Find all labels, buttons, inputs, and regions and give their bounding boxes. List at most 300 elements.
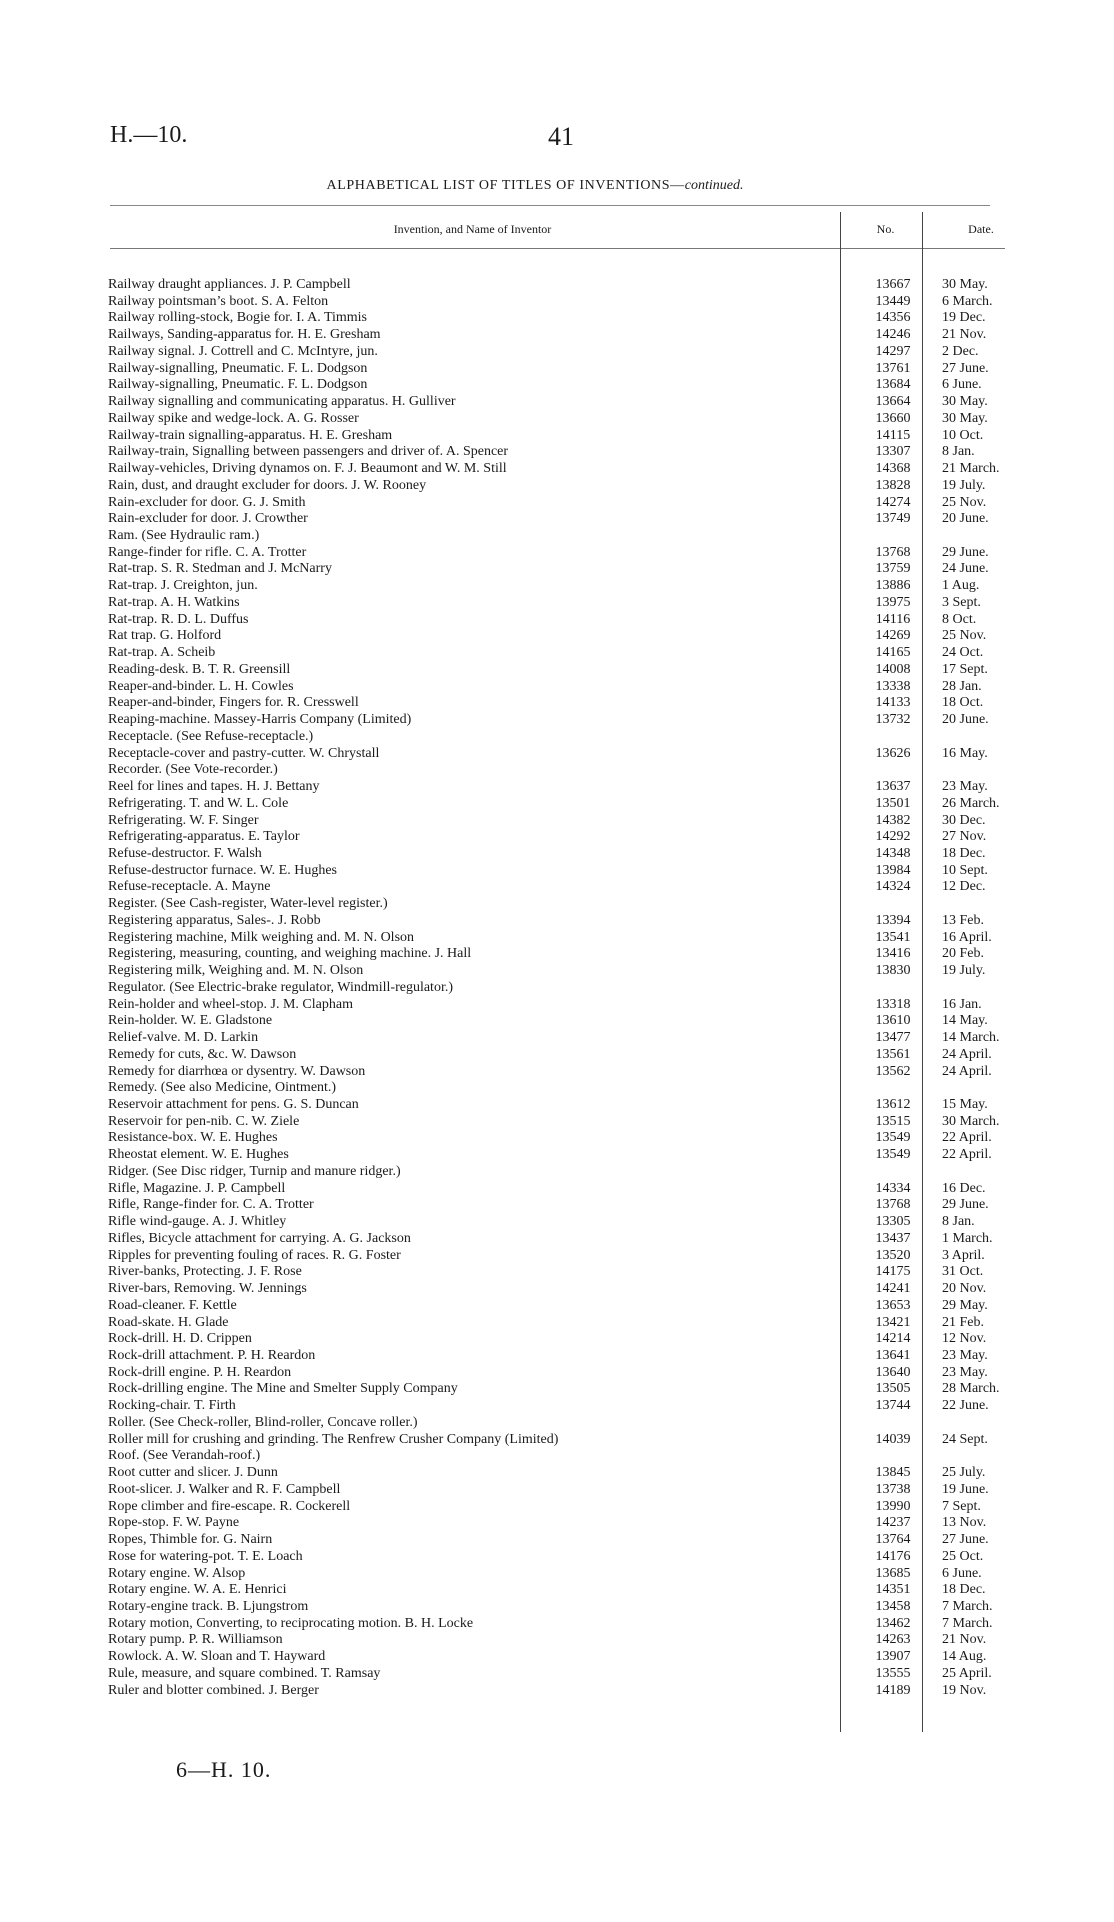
invention-number: 13462 — [875, 1615, 911, 1631]
invention-number: 13612 — [875, 1096, 911, 1112]
invention-number: 14008 — [875, 661, 911, 677]
invention-title: Registering, measuring, counting, and weighing machine. J. Hall — [108, 946, 472, 962]
invention-date: 16 Jan. — [942, 996, 982, 1012]
list-item — [108, 1632, 1008, 1649]
invention-number: 14292 — [875, 829, 911, 845]
invention-number: 13562 — [875, 1063, 911, 1079]
invention-number: 13421 — [875, 1314, 911, 1330]
invention-title: Registering machine, Milk weighing and. M. N. Olson — [108, 929, 415, 945]
list-item — [108, 377, 1008, 394]
list-item — [108, 511, 1008, 528]
invention-title: Railway-signalling, Pneumatic. F. L. Dodgson — [108, 377, 368, 393]
invention-title: Rotary pump. P. R. Williamson — [108, 1632, 283, 1648]
invention-number: 14241 — [875, 1281, 911, 1297]
invention-date: 6 June. — [942, 1565, 982, 1581]
list-item — [108, 294, 1008, 311]
list-item — [108, 1097, 1008, 1114]
invention-title: Rotary motion, Converting, to reciprocating motion. B. H. Locke — [108, 1615, 474, 1631]
invention-title: Rotary-engine track. B. Ljungstrom — [108, 1599, 309, 1615]
list-item — [108, 679, 1008, 696]
list-item — [108, 896, 1008, 913]
invention-date: 31 Oct. — [942, 1264, 984, 1280]
invention-title: Rose for watering-pot. T. E. Loach — [108, 1548, 303, 1564]
list-item — [108, 1264, 1008, 1281]
invention-date: 7 March. — [942, 1599, 993, 1615]
invention-title: Ruler and blotter combined. J. Berger — [108, 1682, 319, 1698]
invention-date: 3 Sept. — [942, 594, 981, 610]
list-item — [108, 1582, 1008, 1599]
invention-date: 30 Dec. — [942, 812, 986, 828]
invention-date: 16 May. — [942, 745, 988, 761]
invention-number: 13626 — [875, 745, 911, 761]
invention-title: Refuse-destructor furnace. W. E. Hughes — [108, 862, 337, 878]
invention-date: 28 March. — [942, 1381, 1000, 1397]
list-item — [108, 1331, 1008, 1348]
list-item — [108, 628, 1008, 645]
list-item — [108, 1164, 1008, 1181]
invention-number: 14165 — [875, 645, 911, 661]
invention-date: 30 May. — [942, 394, 988, 410]
invention-title: Root-slicer. J. Walker and R. F. Campbell — [108, 1481, 341, 1497]
list-item — [108, 1348, 1008, 1365]
list-item — [108, 930, 1008, 947]
invention-number: 13307 — [875, 444, 911, 460]
invention-date: 24 April. — [942, 1063, 992, 1079]
column-header-invention: Invention, and Name of Inventor — [393, 222, 552, 236]
list-item — [108, 1365, 1008, 1382]
invention-number: 13975 — [875, 594, 911, 610]
list-item — [108, 946, 1008, 963]
list-item — [108, 561, 1008, 578]
invention-title: Root cutter and slicer. J. Dunn — [108, 1465, 278, 1481]
invention-number: 13641 — [875, 1348, 911, 1363]
invention-title: Rowlock. A. W. Sloan and T. Hayward — [108, 1649, 326, 1665]
invention-number: 13886 — [875, 578, 911, 594]
invention-date: 20 June. — [942, 712, 989, 728]
list-item — [108, 277, 1008, 294]
invention-date: 27 June. — [942, 360, 989, 376]
invention-number: 14334 — [875, 1180, 911, 1196]
page-title — [110, 178, 960, 194]
list-item — [108, 1181, 1008, 1198]
list-item — [108, 712, 1008, 729]
invention-title: Rat-trap. A. H. Watkins — [108, 594, 240, 610]
invention-number: 13738 — [875, 1481, 911, 1497]
list-item — [108, 729, 1008, 746]
invention-title: Railway signal. J. Cottrell and C. McIntyre, jun. — [108, 343, 378, 359]
list-item — [108, 361, 1008, 378]
invention-date: 25 April. — [942, 1665, 992, 1681]
invention-date: 14 Aug. — [942, 1649, 987, 1665]
invention-number: 14246 — [875, 327, 911, 343]
invention-number: 13984 — [875, 862, 911, 878]
invention-date: 7 March. — [942, 1615, 993, 1631]
list-item — [108, 1147, 1008, 1164]
invention-number: 13416 — [875, 946, 911, 962]
list-item — [108, 1064, 1008, 1081]
list-item — [108, 1214, 1008, 1231]
list-item — [108, 1566, 1008, 1583]
invention-date: 13 Feb. — [942, 912, 984, 928]
list-item — [108, 595, 1008, 612]
invention-number: 13660 — [875, 410, 911, 426]
list-item — [108, 545, 1008, 562]
invention-number: 14115 — [875, 427, 911, 443]
invention-date: 2 Dec. — [942, 343, 979, 359]
invention-number: 14176 — [875, 1548, 911, 1564]
invention-date: 25 Nov. — [942, 494, 987, 510]
list-item — [108, 863, 1008, 880]
invention-date: 20 Nov. — [942, 1281, 987, 1297]
list-item — [108, 1315, 1008, 1332]
list-item — [108, 1616, 1008, 1633]
invention-number: 14356 — [875, 310, 911, 326]
list-item — [108, 1532, 1008, 1549]
invention-date: 19 June. — [942, 1481, 989, 1497]
list-item — [108, 1080, 1008, 1097]
invention-date: 24 June. — [942, 561, 989, 577]
invention-date: 24 April. — [942, 1046, 992, 1062]
invention-number: 13338 — [875, 678, 911, 694]
invention-number: 13561 — [875, 1046, 911, 1062]
invention-number: 13541 — [875, 929, 911, 945]
list-item — [108, 310, 1008, 327]
invention-title: Refuse-receptacle. A. Mayne — [108, 879, 271, 895]
invention-title: Rocking-chair. T. Firth — [108, 1398, 236, 1414]
list-item — [108, 1298, 1008, 1315]
invention-title: Rein-holder and wheel-stop. J. M. Clapham — [108, 996, 353, 1012]
invention-number: 13749 — [875, 511, 911, 527]
invention-title: Rotary engine. W. Alsop — [108, 1565, 246, 1581]
invention-date: 30 May. — [942, 277, 988, 292]
invention-title: Refuse-destructor. F. Walsh — [108, 845, 262, 861]
invention-number: 13437 — [875, 1230, 911, 1246]
invention-number: 13610 — [875, 1013, 911, 1029]
list-item — [108, 1683, 1008, 1700]
list-item — [108, 695, 1008, 712]
list-item — [108, 1415, 1008, 1432]
list-item — [108, 1499, 1008, 1516]
invention-date: 27 Nov. — [942, 829, 987, 845]
invention-number: 13520 — [875, 1247, 911, 1263]
invention-number: 13653 — [875, 1297, 911, 1313]
invention-title: Reservoir attachment for pens. G. S. Duncan — [108, 1096, 359, 1112]
invention-number: 13549 — [875, 1130, 911, 1146]
list-item — [108, 1231, 1008, 1248]
invention-number: 14297 — [875, 343, 911, 359]
list-item — [108, 997, 1008, 1014]
invention-date: 24 Oct. — [942, 645, 984, 661]
invention-title: Road-cleaner. F. Kettle — [108, 1297, 237, 1313]
invention-date: 10 Sept. — [942, 862, 988, 878]
invention-title: Reaper-and-binder. L. H. Cowles — [108, 678, 294, 694]
invention-title: Rifle, Magazine. J. P. Campbell — [108, 1180, 286, 1196]
invention-title: Roller mill for crushing and grinding. The Renfrew Crusher Company (Limited) — [108, 1431, 559, 1447]
invention-date: 26 March. — [942, 795, 1000, 811]
list-item — [108, 428, 1008, 445]
invention-date: 29 June. — [942, 544, 989, 560]
invention-date: 12 Dec. — [942, 879, 986, 895]
invention-date: 8 Jan. — [942, 444, 975, 460]
invention-title: Rock-drill engine. P. H. Reardon — [108, 1364, 292, 1380]
invention-title: Rain, dust, and draught excluder for doors. J. W. Rooney — [108, 477, 427, 493]
invention-title: Rope-stop. F. W. Payne — [108, 1515, 240, 1531]
invention-number: 14189 — [875, 1682, 911, 1698]
invention-date: 21 Nov. — [942, 327, 987, 343]
invention-date: 16 Dec. — [942, 1180, 986, 1196]
invention-title: Rifle, Range-finder for. C. A. Trotter — [108, 1197, 314, 1213]
invention-title: Recorder. (See Vote-recorder.) — [108, 762, 278, 778]
invention-title: Rifle wind-gauge. A. J. Whitley — [108, 1214, 287, 1230]
invention-date: 25 Oct. — [942, 1548, 984, 1564]
list-item — [108, 1281, 1008, 1298]
invention-title: Remedy for cuts, &c. W. Dawson — [108, 1046, 297, 1062]
list-item — [108, 327, 1008, 344]
invention-date: 21 March. — [942, 461, 1000, 477]
list-item — [108, 746, 1008, 763]
page-title-continued: continued. — [684, 178, 744, 193]
invention-title: Relief-valve. M. D. Larkin — [108, 1030, 259, 1046]
list-item — [108, 1130, 1008, 1147]
invention-number: 13449 — [875, 293, 911, 309]
list-item — [108, 1432, 1008, 1449]
list-item — [108, 344, 1008, 361]
list-item — [108, 846, 1008, 863]
list-item — [108, 1114, 1008, 1131]
invention-date: 25 July. — [942, 1465, 986, 1481]
list-item — [108, 913, 1008, 930]
invention-date: 17 Sept. — [942, 661, 988, 677]
invention-title: Receptacle. (See Refuse-receptacle.) — [108, 728, 314, 744]
invention-title: Resistance-box. W. E. Hughes — [108, 1130, 278, 1146]
invention-number: 13458 — [875, 1599, 911, 1615]
list-item — [108, 1398, 1008, 1415]
invention-number: 13990 — [875, 1498, 911, 1514]
invention-title: Rat-trap. A. Scheib — [108, 645, 216, 661]
invention-title: Railway-signalling, Pneumatic. F. L. Dodgson — [108, 360, 368, 376]
invention-date: 10 Oct. — [942, 427, 984, 443]
list-item — [108, 1599, 1008, 1616]
invention-title: Ropes, Thimble for. G. Nairn — [108, 1532, 273, 1548]
invention-title: River-bars, Removing. W. Jennings — [108, 1281, 307, 1297]
invention-date: 23 May. — [942, 779, 988, 795]
list-item — [108, 813, 1008, 830]
list-item — [108, 394, 1008, 411]
list-item — [108, 528, 1008, 545]
invention-title: Reel for lines and tapes. H. J. Bettany — [108, 779, 320, 795]
invention-date: 12 Nov. — [942, 1331, 987, 1347]
invention-date: 14 May. — [942, 1013, 988, 1029]
invention-title: Rain-excluder for door. G. J. Smith — [108, 494, 306, 510]
invention-title: Regulator. (See Electric-brake regulator, Windmill-regulator.) — [108, 979, 453, 995]
invention-date: 7 Sept. — [942, 1498, 981, 1514]
invention-date: 20 Feb. — [942, 946, 984, 962]
list-item — [108, 1649, 1008, 1666]
invention-number: 13759 — [875, 561, 911, 577]
invention-number: 14263 — [875, 1632, 911, 1648]
invention-number: 13667 — [875, 277, 911, 292]
invention-title: Rule, measure, and square combined. T. Ramsay — [108, 1665, 381, 1681]
invention-date: 19 July. — [942, 477, 986, 493]
invention-date: 30 May. — [942, 410, 988, 426]
invention-title: Reaper-and-binder, Fingers for. R. Cresswell — [108, 695, 359, 711]
invention-date: 16 April. — [942, 929, 992, 945]
invention-date: 14 March. — [942, 1030, 1000, 1046]
invention-number: 13477 — [875, 1030, 911, 1046]
invention-number: 13515 — [875, 1113, 911, 1129]
invention-title: Registering apparatus, Sales-. J. Robb — [108, 912, 321, 928]
printer-signature: 6—H. 10. — [176, 1757, 272, 1782]
column-header-date: Date. — [968, 222, 994, 236]
invention-title: Register. (See Cash-register, Water-level register.) — [108, 896, 388, 912]
invention-title: Rat-trap. S. R. Stedman and J. McNarry — [108, 561, 332, 577]
invention-number: 13830 — [875, 963, 911, 979]
invention-date: 23 May. — [942, 1364, 988, 1380]
invention-number: 13768 — [875, 544, 911, 560]
invention-title: Refrigerating. T. and W. L. Cole — [108, 795, 289, 811]
invention-date: 19 July. — [942, 963, 986, 979]
list-item — [108, 461, 1008, 478]
invention-number: 13505 — [875, 1381, 911, 1397]
invention-title: Rock-drilling engine. The Mine and Smelter Supply Company — [108, 1381, 458, 1397]
invention-number: 14368 — [875, 461, 911, 477]
list-item — [108, 1013, 1008, 1030]
list-item — [108, 1381, 1008, 1398]
top-rule — [110, 205, 990, 206]
invention-title: Registering milk, Weighing and. M. N. Olson — [108, 963, 364, 979]
invention-number: 14237 — [875, 1515, 911, 1531]
invention-number: 13732 — [875, 712, 911, 728]
invention-number: 14324 — [875, 879, 911, 895]
invention-title: Rain-excluder for door. J. Crowther — [108, 511, 308, 527]
invention-date: 27 June. — [942, 1532, 989, 1548]
list-item — [108, 796, 1008, 813]
list-item — [108, 444, 1008, 461]
invention-title: Railway signalling and communicating apparatus. H. Gulliver — [108, 394, 456, 410]
invention-title: Rein-holder. W. E. Gladstone — [108, 1013, 273, 1029]
invention-title: River-banks, Protecting. J. F. Rose — [108, 1264, 302, 1280]
invention-date: 18 Dec. — [942, 1582, 986, 1598]
list-item — [108, 829, 1008, 846]
list-item — [108, 478, 1008, 495]
invention-date: 23 May. — [942, 1348, 988, 1363]
invention-title: Remedy for diarrhœa or dysentry. W. Dawson — [108, 1063, 366, 1079]
invention-title: Rat trap. G. Holford — [108, 628, 222, 644]
invention-date: 19 Nov. — [942, 1682, 987, 1698]
page-number: 41 — [548, 122, 574, 151]
invention-title: Rock-drill. H. D. Crippen — [108, 1331, 252, 1347]
invention-date: 3 April. — [942, 1247, 985, 1263]
invention-title: Rat-trap. J. Creighton, jun. — [108, 578, 258, 594]
invention-number: 14274 — [875, 494, 911, 510]
invention-number: 13555 — [875, 1665, 911, 1681]
invention-number: 13501 — [875, 795, 911, 811]
invention-date: 8 Jan. — [942, 1214, 975, 1230]
list-item — [108, 1482, 1008, 1499]
list-item — [108, 1666, 1008, 1683]
invention-number: 14116 — [875, 611, 911, 627]
list-item — [108, 762, 1008, 779]
invention-number: 13845 — [875, 1465, 911, 1481]
invention-title: Railway-train signalling-apparatus. H. E. Gresham — [108, 427, 393, 443]
page-title-main: ALPHABETICAL LIST OF TITLES OF INVENTIONS— — [326, 178, 685, 193]
invention-date: 18 Dec. — [942, 845, 986, 861]
invention-title: Rock-drill attachment. P. H. Reardon — [108, 1348, 316, 1363]
column-header-number: No. — [876, 222, 895, 236]
invention-date: 18 Oct. — [942, 695, 984, 711]
invention-number: 14382 — [875, 812, 911, 828]
invention-date: 28 Jan. — [942, 678, 982, 694]
invention-title: Roof. (See Verandah-roof.) — [108, 1448, 261, 1464]
invention-date: 22 April. — [942, 1130, 992, 1146]
invention-date: 21 Feb. — [942, 1314, 984, 1330]
list-item — [108, 879, 1008, 896]
invention-title: Reading-desk. B. T. R. Greensill — [108, 661, 291, 677]
invention-number: 13394 — [875, 912, 911, 928]
invention-title: Railway pointsman’s boot. S. A. Felton — [108, 293, 329, 309]
invention-number: 13305 — [875, 1214, 911, 1230]
list-item — [108, 779, 1008, 796]
invention-title: Rope climber and fire-escape. R. Cockerell — [108, 1498, 351, 1514]
invention-title: Ridger. (See Disc ridger, Turnip and manure ridger.) — [108, 1163, 401, 1179]
list-item — [108, 1248, 1008, 1265]
invention-number: 13828 — [875, 477, 911, 493]
invention-date: 13 Nov. — [942, 1515, 987, 1531]
invention-date: 15 May. — [942, 1096, 988, 1112]
list-item — [108, 1515, 1008, 1532]
invention-title: Ripples for preventing fouling of races. R. G. Foster — [108, 1247, 401, 1263]
invention-date: 6 June. — [942, 377, 982, 393]
invention-number: 14175 — [875, 1264, 911, 1280]
invention-number: 14351 — [875, 1582, 911, 1598]
invention-date: 8 Oct. — [942, 611, 977, 627]
invention-title: Rotary engine. W. A. E. Henrici — [108, 1582, 287, 1598]
invention-title: Rat-trap. R. D. L. Duffus — [108, 611, 249, 627]
invention-number: 14214 — [875, 1331, 911, 1347]
list-item — [108, 1197, 1008, 1214]
list-item — [108, 495, 1008, 512]
invention-number: 13685 — [875, 1565, 911, 1581]
invention-title: Remedy. (See also Medicine, Ointment.) — [108, 1080, 337, 1096]
list-item — [108, 1047, 1008, 1064]
invention-title: Railways, Sanding-apparatus for. H. E. Gresham — [108, 327, 381, 343]
invention-title: Range-finder for rifle. C. A. Trotter — [108, 544, 307, 560]
invention-number: 14039 — [875, 1431, 911, 1447]
invention-title: Railway rolling-stock, Bogie for. I. A. Timmis — [108, 310, 368, 326]
list-item — [108, 1549, 1008, 1566]
invention-title: Ram. (See Hydraulic ram.) — [108, 528, 260, 544]
invention-number: 14133 — [875, 695, 911, 711]
invention-title: Railway spike and wedge-lock. A. G. Rosser — [108, 410, 359, 426]
invention-date: 24 Sept. — [942, 1431, 988, 1447]
invention-date: 30 March. — [942, 1113, 1000, 1129]
invention-title: Refrigerating. W. F. Singer — [108, 812, 259, 828]
invention-number: 14348 — [875, 845, 911, 861]
invention-date: 1 Aug. — [942, 578, 980, 594]
invention-title: Receptacle-cover and pastry-cutter. W. Chrystall — [108, 745, 380, 761]
invention-date: 6 March. — [942, 293, 993, 309]
list-item — [108, 1448, 1008, 1465]
invention-title: Road-skate. H. Glade — [108, 1314, 229, 1330]
invention-number: 14269 — [875, 628, 911, 644]
invention-title: Roller. (See Check-roller, Blind-roller, Concave roller.) — [108, 1414, 418, 1430]
invention-number: 13318 — [875, 996, 911, 1012]
invention-title: Reaping-machine. Massey-Harris Company (Limited) — [108, 712, 412, 728]
invention-date: 29 June. — [942, 1197, 989, 1213]
list-item — [108, 612, 1008, 629]
invention-number: 13640 — [875, 1364, 911, 1380]
invention-number: 13549 — [875, 1147, 911, 1163]
